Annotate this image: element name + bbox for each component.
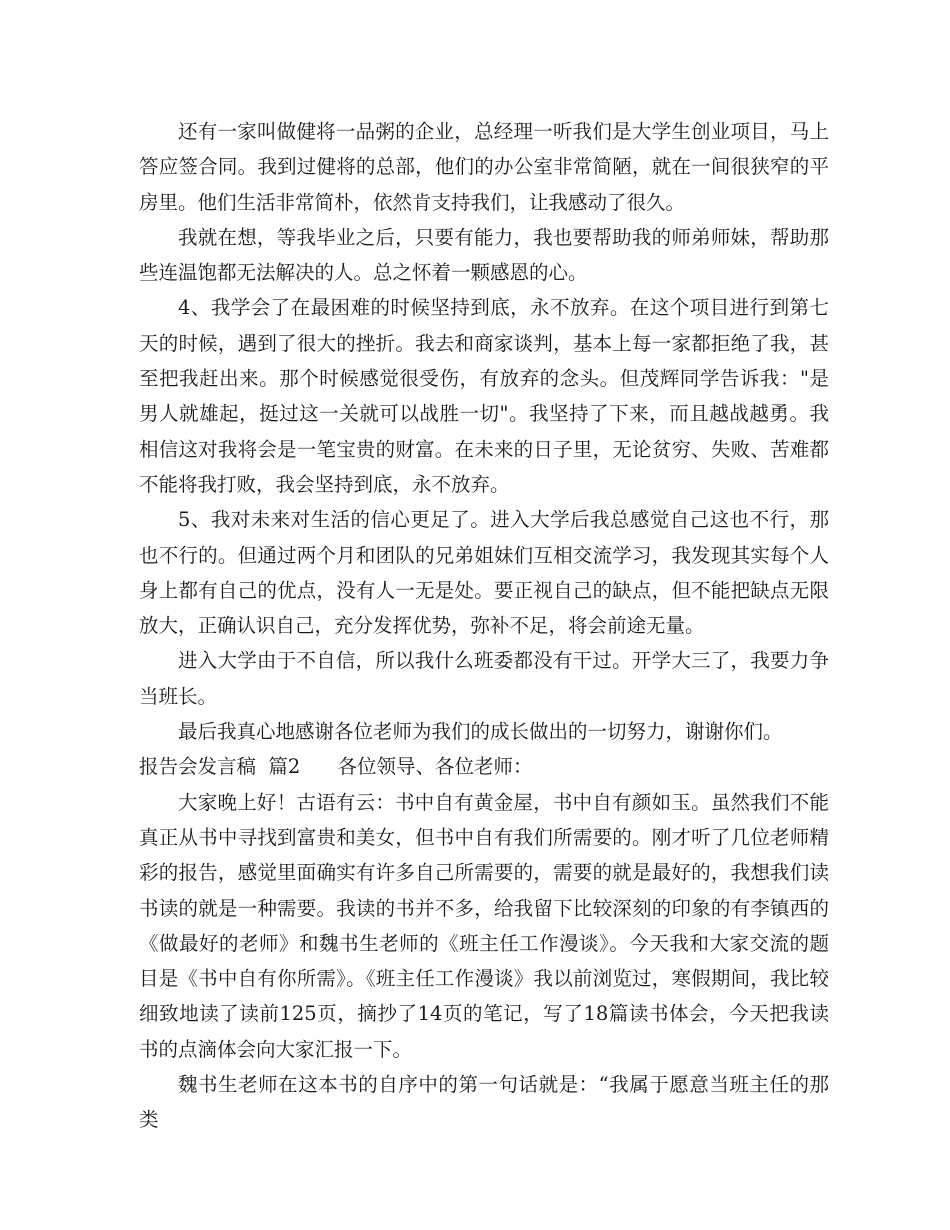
paragraph-greeting: 大家晚上好！古语有云：书中自有黄金屋，书中自有颜如玉。虽然我们不能真正从书中寻找到富贵和美女，但书中自有我们所需要的。刚才听了几位老师精彩的报告，感觉里面确实有许多自己所需要的，需要的就是最好的，我想我们读书读的就是一种需要。我读的书并不多，给我留下比较深刻的印象的有李镇西的《做最好的老师》和魏书生老师的《班主任工作漫谈》。今天我和大家交流的题目是《书中自有你所需》。《班主任工作漫谈》我以前浏览过，寒假期间，我比较细致地读了读前125页，摘抄了14页的笔记，写了18篇读书体会，今天把我读书的点滴体会向大家汇报一下。: [139, 790, 829, 1061]
document-body: [139, 114, 829, 1138]
section-heading: 报告会发言稿 篇2 各位领导、各位老师：: [139, 755, 533, 779]
paragraph-class-monitor: 进入大学由于不自信，所以我什么班委都没有干过。开学大三了，我要力争当班长。: [139, 649, 829, 708]
paragraph-wei-shusheng: 魏书生老师在这本书的自序中的第一句话就是：“我属于愿意当班主任的那类: [139, 1073, 829, 1132]
paragraph-gratitude: 我就在想，等我毕业之后，只要有能力，我也要帮助我的师弟师妹，帮助那些连温饱都无法解决的人。总之怀着一颗感恩的心。: [139, 225, 829, 285]
paragraph-persistence: 4、我学会了在最困难的时候坚持到底，永不放弃。在这个项目进行到第七天的时候，遇到了很大的挫折。我去和商家谈判，基本上每一家都拒绝了我，甚至把我赶出来。那个时候感觉很受伤，有放弃的念头。但茂辉同学告诉我："是男人就雄起，挺过这一关就可以战胜一切"。我坚持了下来，而且越战越勇。我相信这对我将会是一笔宝贵的财富。在未来的日子里，无论贫穷、失败、苦难都不能将我打败，我会坚持到底，永不放弃。: [139, 296, 829, 496]
paragraph-company-support: 还有一家叫做健将一品粥的企业，总经理一听我们是大学生创业项目，马上答应签合同。我到过健将的总部，他们的办公室非常简陋，就在一间很狭窄的平房里。他们生活非常简朴，依然肯支持我们，让我感动了很久。: [139, 120, 829, 214]
paragraph-thanks: 最后我真心地感谢各位老师为我们的成长做出的一切努力，谢谢你们。: [178, 720, 783, 744]
paragraph-confidence: 5、我对未来对生活的信心更足了。进入大学后我总感觉自己这也不行，那也不行的。但通过两个月和团队的兄弟姐妹们互相交流学习，我发现其实每个人身上都有自己的优点，没有人一无是处。要正视自己的缺点，但不能把缺点无限放大，正确认识自己，充分发挥优势，弥补不足，将会前途无量。: [139, 508, 829, 638]
